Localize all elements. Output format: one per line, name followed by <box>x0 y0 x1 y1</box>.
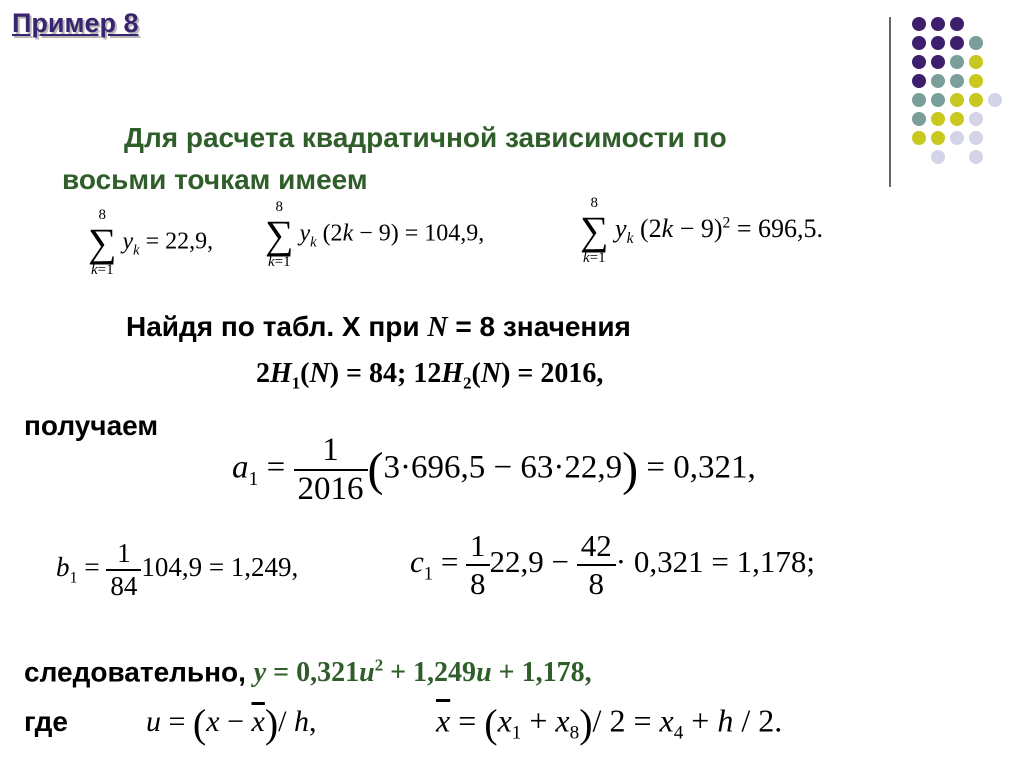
decor-dot <box>931 36 945 50</box>
decor-dot <box>912 17 926 31</box>
sum-1: 8 ∑ k=1 $y_k = 22,9$, <box>88 207 214 278</box>
decor-dot <box>912 93 926 107</box>
intro-line-1: Для расчета квадратичной зависимости по <box>124 122 727 153</box>
divider-line <box>889 17 891 187</box>
sum-3: 8 ∑ k=1 $y_k$ $(2k - 9)^2 = 696,5$. <box>580 195 823 266</box>
where-label: где <box>24 706 68 737</box>
get-label: получаем <box>24 410 159 441</box>
sum-2: 8 ∑ k=1 $y_k$ (2k − 9) = 104,9, <box>265 199 485 270</box>
decor-dot <box>931 74 945 88</box>
decor-dot <box>912 55 926 69</box>
decor-dot <box>950 17 964 31</box>
formula-b1: $b_1$ = $\frac{1}{84}$ 104,9 = 1,249, <box>56 538 299 601</box>
slide-title: Пример 8 <box>12 8 139 38</box>
therefore-line: следовательно, $y = 0,321u^2 + 1,249u + 1,178$, <box>24 656 592 689</box>
decor-dot <box>950 55 964 69</box>
decor-dot <box>931 17 945 31</box>
formula-c1: $c_1$ = $\frac{1}{8}$ 22,9 − $\frac{42}{8}$ · 0,321 = 1,178; <box>410 528 815 601</box>
decor-dot <box>912 74 926 88</box>
decor-dot <box>931 93 945 107</box>
decor-dot <box>969 93 983 107</box>
formula-xbar: $\overline{x} = (x_1 + x_8)/$ $2 = x_4 + h / 2$. <box>436 701 783 746</box>
intro-line-2: восьми точкам имеем <box>62 164 368 195</box>
formula-u: $u = (x - \overline{x})/$ h, <box>146 701 317 746</box>
decor-dot <box>969 112 983 126</box>
decor-dot <box>969 74 983 88</box>
h-values: $2H_1(N) = 84$; $12H_2(N) = 2016$, <box>256 358 604 393</box>
decor-dot <box>931 112 945 126</box>
decor-dot <box>931 131 945 145</box>
decor-dot <box>988 93 1002 107</box>
decor-dot <box>950 36 964 50</box>
decor-dot <box>969 55 983 69</box>
decor-dot <box>912 36 926 50</box>
decor-dot <box>912 131 926 145</box>
decor-dot <box>950 131 964 145</box>
decor-dot <box>969 150 983 164</box>
decor-dot <box>912 112 926 126</box>
decor-dot <box>969 131 983 145</box>
decor-dot <box>931 150 945 164</box>
formula-a1: $a_1$ = $\frac{1}{2016}$ (3·696,5 − 63·22,9) = 0,321, <box>232 432 756 507</box>
decor-dot <box>969 36 983 50</box>
decor-dot <box>950 112 964 126</box>
find-text: Найдя по табл. X при N = 8 значения <box>126 311 631 343</box>
decor-dot <box>950 93 964 107</box>
decor-dot <box>950 74 964 88</box>
decor-dot <box>931 55 945 69</box>
